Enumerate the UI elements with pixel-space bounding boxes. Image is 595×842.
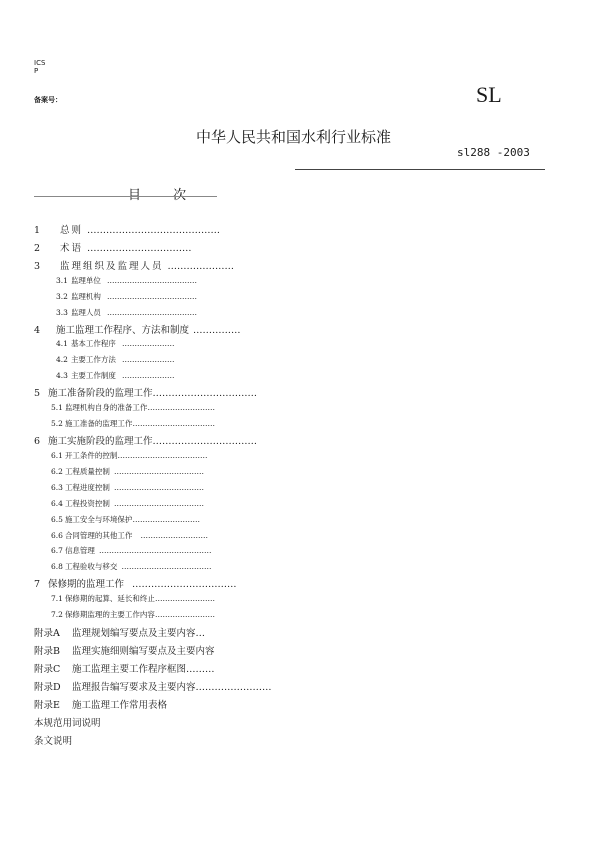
toc-entry-leader: …………………… xyxy=(154,594,215,603)
toc-entry-leader: ……………………………… xyxy=(113,483,204,492)
toc-entry-number: 3.2 xyxy=(56,292,68,301)
toc-entry-leader: ……………………………… xyxy=(106,292,197,301)
toc-entry[interactable] xyxy=(56,307,197,318)
toc-entry-label: 条文说明 xyxy=(34,736,73,747)
toc-entry-label: 监理机构自身的准备工作 xyxy=(64,403,148,412)
toc-entry-number: 6.3 xyxy=(51,483,63,492)
record-number-label: 备案号： xyxy=(34,96,62,104)
toc-entry-leader: ……………………………… xyxy=(113,467,204,476)
toc-entry-label: 监理单位 xyxy=(70,276,101,285)
toc-entry[interactable] xyxy=(51,530,208,541)
toc-entry-label: 基本工作程序 xyxy=(70,339,116,348)
standard-title: 中华人民共和国水利行业标准 xyxy=(196,128,392,146)
toc-entry-label: 施工实施阶段的监理工作 xyxy=(48,436,153,447)
toc-entry-label: 监理报告编写要求及主要内容 xyxy=(72,682,196,693)
toc-entry[interactable] xyxy=(51,609,215,620)
toc-entry-leader: …………… xyxy=(193,325,241,336)
toc-entry-label: 监理机构 xyxy=(70,292,101,301)
toc-entry-leader: …………………………………… xyxy=(87,225,221,236)
toc-entry-label: 开工条件的控制 xyxy=(64,451,118,460)
toc-entry-number: 3.1 xyxy=(56,276,68,285)
toc-entry[interactable] xyxy=(56,370,174,381)
toc-entry-label: 工程投资控制 xyxy=(64,499,110,508)
toc-entry-leader: ……………………………… xyxy=(106,308,197,317)
toc-entry-label: 施工准备阶段的监理工作 xyxy=(48,388,153,399)
toc-entry[interactable] xyxy=(34,258,234,272)
toc-entry-leader: ……………………… xyxy=(140,531,208,540)
toc-entry-number: 6.6 xyxy=(51,531,63,540)
toc-entry-leader: ………………… xyxy=(167,261,235,272)
toc-entry-label: 总则 xyxy=(60,225,84,236)
toc-entry-label: 施工监理工作程序、方法和制度 xyxy=(56,325,190,336)
toc-entry-number: 7.1 xyxy=(51,594,63,603)
toc-entry[interactable] xyxy=(51,418,215,429)
toc-entry-leader: ……………………… xyxy=(147,403,215,412)
toc-entry[interactable] xyxy=(51,498,204,509)
toc-entry-number: 6.4 xyxy=(51,499,63,508)
toc-entry-leader: ……………………………… xyxy=(121,562,212,571)
toc-entry-label: 施工安全与环境保护 xyxy=(64,515,133,524)
toc-entry[interactable] xyxy=(34,322,241,336)
toc-entry-leader: ………………… xyxy=(121,339,175,348)
toc-entry-number: 附录E xyxy=(34,700,60,711)
toc-entry-leader: …………………………… xyxy=(132,579,237,590)
toc-entry-leader: ……………………………………… xyxy=(98,546,212,555)
toc-entry-number: 7 xyxy=(34,579,41,590)
toc-entry-leader: ………………… xyxy=(121,371,175,380)
toc-entry-label: 主要工作方法 xyxy=(70,355,116,364)
toc-entry[interactable] xyxy=(34,240,192,254)
toc-entry[interactable] xyxy=(34,222,220,236)
toc-entry-label: 保修期监理的主要工作内容 xyxy=(64,610,155,619)
toc-entry[interactable] xyxy=(51,466,204,477)
toc-entry-number: 7.2 xyxy=(51,610,63,619)
toc-entry[interactable] xyxy=(51,593,215,604)
toc-entry-number: 5.1 xyxy=(51,403,63,412)
toc-entry-leader: …………………… xyxy=(195,682,272,693)
toc-entry[interactable] xyxy=(56,338,174,349)
toc-entry[interactable] xyxy=(34,625,205,639)
toc-entry[interactable] xyxy=(51,402,215,413)
toc-entry[interactable] xyxy=(56,354,174,365)
toc-entry-leader: …………………… xyxy=(154,610,215,619)
toc-entry-number: 6.8 xyxy=(51,562,63,571)
toc-entry-number: 2 xyxy=(34,243,41,254)
toc-entry-number: 6.7 xyxy=(51,546,63,555)
toc-entry-label: 合同管理的其他工作 xyxy=(64,531,133,540)
toc-entry-leader: ……… xyxy=(186,664,215,675)
toc-entry[interactable] xyxy=(51,514,200,525)
toc-entry[interactable] xyxy=(34,661,215,675)
toc-entry-label: 信息管理 xyxy=(64,546,95,555)
toc-entry-number: 6.1 xyxy=(51,451,63,460)
toc-entry-label: 主要工作制度 xyxy=(70,371,116,380)
toc-entry-label: 监理实施细则编写要点及主要内容 xyxy=(72,646,215,657)
toc-entry[interactable] xyxy=(56,275,197,286)
standard-code: sl288 -2003 xyxy=(457,146,530,159)
toc-entry-number: 6.2 xyxy=(51,467,63,476)
toc-entry-label: 监理组织及监理人员 xyxy=(60,261,164,272)
toc-entry-label: 工程质量控制 xyxy=(64,467,110,476)
toc-entry-leader: …………………………… xyxy=(152,436,258,447)
toc-entry-label: 施工监理工作常用表格 xyxy=(72,700,168,711)
toc-entry-label: 本规范用词说明 xyxy=(34,718,101,729)
toc-entry-leader: ……………………… xyxy=(132,515,200,524)
toc-entry[interactable] xyxy=(34,679,272,693)
toc-entry-label: 工程进度控制 xyxy=(64,483,110,492)
toc-title: 目 次 xyxy=(128,188,201,203)
toc-entry-number: 附录A xyxy=(34,628,60,639)
toc-entry-number: 5 xyxy=(34,388,41,399)
toc-entry[interactable] xyxy=(34,576,237,590)
toc-entry[interactable] xyxy=(51,545,211,556)
toc-entry-leader: ……………………………… xyxy=(113,499,204,508)
toc-entry[interactable] xyxy=(34,643,215,657)
toc-entry-label: 保修期的监理工作 xyxy=(48,579,125,590)
toc-entry[interactable] xyxy=(51,450,207,461)
toc-entry-number: 5.2 xyxy=(51,419,63,428)
ics-label: ICS xyxy=(34,59,46,67)
toc-entry[interactable] xyxy=(51,482,204,493)
toc-entry-leader: ……………………………… xyxy=(117,451,208,460)
toc-entry-label: 保修期的起算、延长和终止 xyxy=(64,594,155,603)
toc-entry-label: 施工准备的监理工作 xyxy=(64,419,133,428)
toc-entry-number: 附录B xyxy=(34,646,60,657)
toc-rule xyxy=(34,196,217,197)
toc-entry[interactable] xyxy=(34,733,72,747)
toc-entry-number: 附录C xyxy=(34,664,61,675)
toc-entry[interactable] xyxy=(51,561,211,572)
toc-entry[interactable] xyxy=(56,291,197,302)
ics-p-label: P xyxy=(34,67,39,75)
toc-entry-number: 4.2 xyxy=(56,355,68,364)
toc-entry[interactable] xyxy=(34,433,257,447)
toc-entry[interactable] xyxy=(34,385,257,399)
toc-entry-label: 监理人员 xyxy=(70,308,101,317)
toc-entry-label: 施工监理主要工作程序框图 xyxy=(72,664,187,675)
toc-entry-number: 4 xyxy=(34,325,41,336)
toc-entry-leader: … xyxy=(195,628,206,639)
toc-entry-label: 术语 xyxy=(60,243,84,254)
toc-entry-number: 3 xyxy=(34,261,41,272)
header-rule xyxy=(295,169,545,170)
toc-entry-leader: ………………… xyxy=(121,355,175,364)
toc-entry-number: 1 xyxy=(34,225,41,236)
toc-entry-leader: ……………………………… xyxy=(106,276,197,285)
toc-entry-number: 6 xyxy=(34,436,41,447)
toc-entry-number: 附录D xyxy=(34,682,61,693)
toc-entry-number: 3.3 xyxy=(56,308,68,317)
toc-entry-label: 监理规划编写要点及主要内容 xyxy=(72,628,196,639)
toc-entry-number: 4.1 xyxy=(56,339,68,348)
toc-entry-number: 6.5 xyxy=(51,515,63,524)
toc-entry[interactable] xyxy=(34,697,167,711)
toc-entry-number: 4.3 xyxy=(56,371,68,380)
toc-entry-label: 工程验收与移交 xyxy=(64,562,118,571)
toc-entry-leader: …………………………… xyxy=(132,419,215,428)
toc-entry-leader: …………………………… xyxy=(152,388,258,399)
sl-mark: SL xyxy=(476,82,502,107)
toc-entry[interactable] xyxy=(34,715,101,729)
toc-entry-leader: …………………………… xyxy=(87,243,192,254)
